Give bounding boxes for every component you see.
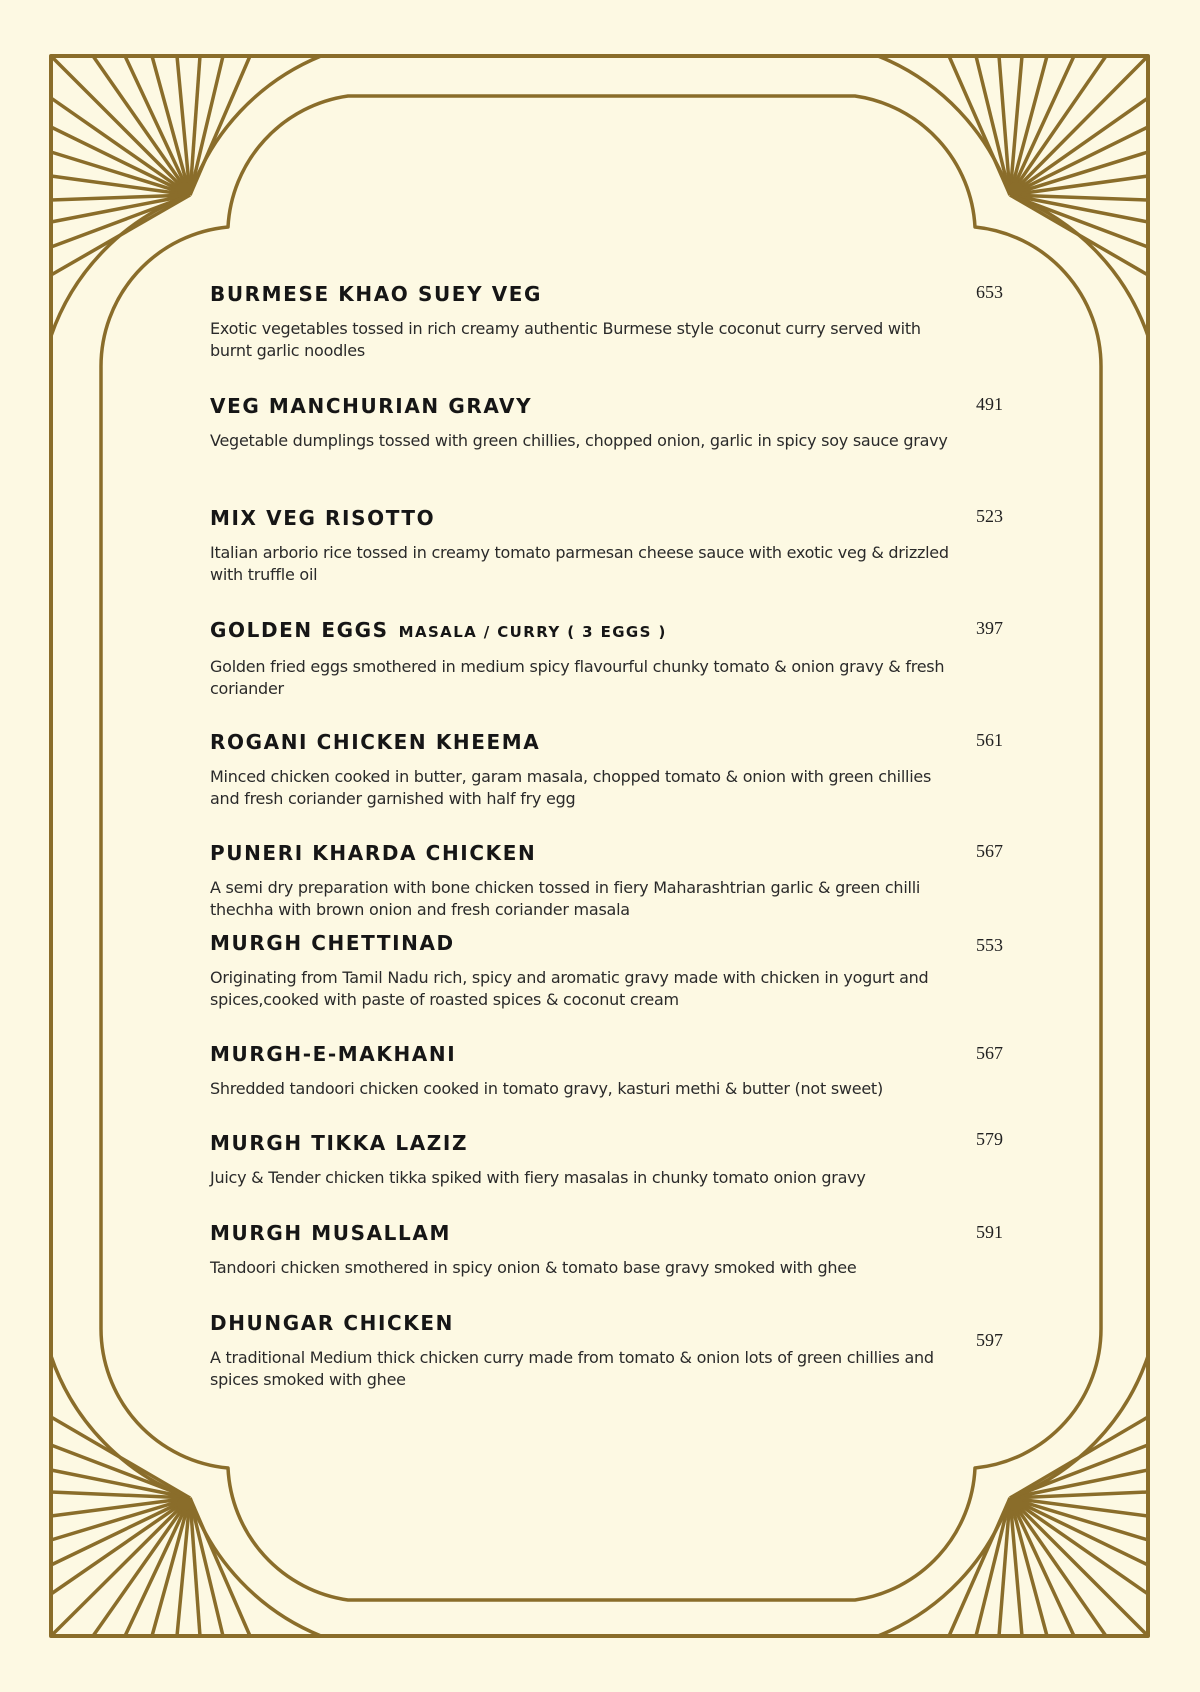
- item-description: Shredded tandoori chicken cooked in tomato gravy, kasturi methi & butter (not sweet): [210, 1079, 883, 1098]
- item-description: Tandoori chicken smothered in spicy onion & tomato base gravy smoked with ghee: [210, 1258, 857, 1277]
- item-price: 579: [976, 1129, 1003, 1149]
- menu-item: [210, 841, 1010, 921]
- item-name: DHUNGAR CHICKEN: [210, 1311, 455, 1335]
- item-price: 561: [976, 730, 1003, 750]
- item-description: Exotic vegetables tossed in rich creamy authentic Burmese style coconut curry served with burnt garlic noodles: [210, 319, 921, 360]
- menu-item: [210, 730, 1010, 810]
- menu-item: [210, 506, 1010, 586]
- item-price: 567: [976, 1043, 1003, 1063]
- item-description: A semi dry preparation with bone chicken tossed in fiery Maharashtrian garlic & green chilli thechha with brown onion and fresh coriander masala: [210, 878, 921, 919]
- item-name: MURGH MUSALLAM: [210, 1221, 451, 1245]
- menu-item: [210, 1311, 1010, 1391]
- item-price: 653: [976, 282, 1003, 302]
- item-name: PUNERI KHARDA CHICKEN: [210, 841, 537, 865]
- item-price: 491: [976, 394, 1003, 414]
- menu-item: [210, 1131, 1010, 1189]
- item-name: MIX VEG RISOTTO: [210, 506, 436, 530]
- item-price: 523: [976, 506, 1003, 526]
- item-price: 597: [976, 1330, 1003, 1350]
- item-price: 591: [976, 1222, 1003, 1242]
- item-name: MURGH TIKKA LAZIZ: [210, 1131, 469, 1155]
- menu-item: [210, 931, 1010, 1011]
- item-name: VEG MANCHURIAN GRAVY: [210, 394, 533, 418]
- item-price: 397: [976, 618, 1003, 638]
- menu-item: [210, 618, 1010, 700]
- item-description: A traditional Medium thick chicken curry made from tomato & onion lots of green chillies and spices smoked with ghee: [210, 1348, 934, 1389]
- menu-item: [210, 1042, 1010, 1100]
- item-name: MURGH-E-MAKHANI: [210, 1042, 457, 1066]
- item-subtitle: MASALA / CURRY ( 3 EGGS ): [398, 623, 667, 641]
- item-description: Golden fried eggs smothered in medium spicy flavourful chunky tomato & onion gravy & fresh coriander: [210, 657, 945, 698]
- menu-item: [210, 1221, 1010, 1279]
- item-description: Originating from Tamil Nadu rich, spicy and aromatic gravy made with chicken in yogurt and spices,cooked with paste of roasted spices & coconut cream: [210, 968, 929, 1009]
- item-description: Vegetable dumplings tossed with green chillies, chopped onion, garlic in spicy soy sauce gravy: [210, 431, 948, 450]
- item-description: Juicy & Tender chicken tikka spiked with fiery masalas in chunky tomato onion gravy: [210, 1168, 866, 1187]
- menu-item: [210, 282, 1010, 362]
- item-price: 567: [976, 841, 1003, 861]
- item-name: MURGH CHETTINAD: [210, 931, 455, 955]
- item-price: 553: [976, 935, 1003, 955]
- item-description: Minced chicken cooked in butter, garam masala, chopped tomato & onion with green chillies and fresh coriander garnished with half fry egg: [210, 767, 932, 808]
- menu-item: [210, 394, 1010, 452]
- item-name: ROGANI CHICKEN KHEEMA: [210, 730, 541, 754]
- item-name: BURMESE KHAO SUEY VEG: [210, 282, 543, 306]
- item-description: Italian arborio rice tossed in creamy tomato parmesan cheese sauce with exotic veg & drizzled with truffle oil: [210, 543, 949, 584]
- item-name: GOLDEN EGGS MASALA / CURRY ( 3 EGGS ): [210, 618, 667, 642]
